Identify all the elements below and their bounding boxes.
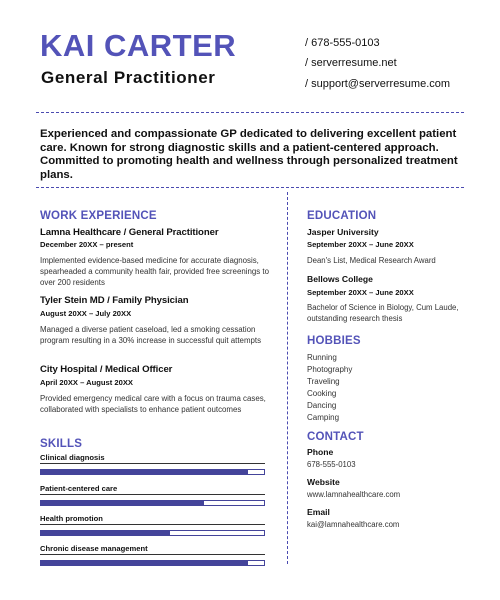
job-dates-3: April 20XX – August 20XX xyxy=(40,378,133,387)
education-school-1: Jasper University xyxy=(307,227,379,237)
skill-underline-4 xyxy=(40,554,265,555)
skill-bar-4 xyxy=(40,560,265,566)
education-detail-2: Bachelor of Science in Biology, Cum Laude, outstanding research thesis xyxy=(307,303,459,323)
skill-bar-1 xyxy=(40,469,265,475)
hobbies-heading: HOBBIES xyxy=(307,335,361,347)
job-description-3: Provided emergency medical care with a focus on trauma cases, collaborated with specialists to enhance patient outcomes xyxy=(40,394,266,414)
hobby-item-2: Photography xyxy=(307,365,353,374)
contact-phone-label: Phone xyxy=(307,447,334,457)
skill-bar-fill-2 xyxy=(41,501,204,505)
work-experience-heading: WORK EXPERIENCE xyxy=(40,210,157,222)
contact-website[interactable]: www.lamnahealthcare.com xyxy=(307,490,401,499)
job-dates-2: August 20XX – July 20XX xyxy=(40,309,132,318)
skill-name-2: Patient-centered care xyxy=(40,484,118,493)
skill-bar-fill-3 xyxy=(41,531,170,535)
job-description-2: Managed a diverse patient caseload, led a smoking cessation program resulting in a 30% increase in successful quit attempts xyxy=(40,325,262,345)
contact-heading: CONTACT xyxy=(307,431,364,443)
skill-underline-3 xyxy=(40,524,265,525)
professional-summary: Experienced and compassionate GP dedicated to delivering excellent patient care. Known for strong diagnostic skills and a patient-centered approach. Committed to promoting health and wellness through personalized treatment plans. xyxy=(40,128,458,182)
contact-phone: 678-555-0103 xyxy=(307,460,356,469)
job-dates-1: December 20XX – present xyxy=(40,240,134,249)
header-divider xyxy=(36,112,464,113)
header-website[interactable]: / serverresume.net xyxy=(305,57,397,69)
skill-bar-fill-4 xyxy=(41,561,248,565)
skills-heading: SKILLS xyxy=(40,438,83,450)
job-title-1: Lamna Healthcare / General Practitioner xyxy=(40,227,219,238)
education-heading: EDUCATION xyxy=(307,210,377,222)
contact-email[interactable]: kai@lamnahealthcare.com xyxy=(307,520,400,529)
education-school-2: Bellows College xyxy=(307,274,373,284)
hobby-item-5: Dancing xyxy=(307,401,337,410)
hobby-item-4: Cooking xyxy=(307,389,337,398)
job-title-2: Tyler Stein MD / Family Physician xyxy=(40,295,189,306)
column-divider xyxy=(287,192,288,564)
contact-email-label: Email xyxy=(307,507,330,517)
skill-bar-2 xyxy=(40,500,265,506)
job-description-1: Implemented evidence-based medicine for accurate diagnosis, spearheaded a community health fair, provided free screenings to over 200 residents xyxy=(40,256,269,287)
education-dates-2: September 20XX – June 20XX xyxy=(307,288,414,297)
skill-name-4: Chronic disease management xyxy=(40,544,148,553)
education-dates-1: September 20XX – June 20XX xyxy=(307,240,414,249)
summary-divider xyxy=(36,187,464,188)
contact-website-label: Website xyxy=(307,477,340,487)
candidate-name: KAI CARTER xyxy=(40,28,237,63)
job-title-heading: General Practitioner xyxy=(41,68,216,87)
job-title-3: City Hospital / Medical Officer xyxy=(40,364,173,375)
skill-bar-3 xyxy=(40,530,265,536)
hobby-item-3: Traveling xyxy=(307,377,340,386)
education-detail-1: Dean's List, Medical Research Award xyxy=(307,256,436,265)
skill-bar-fill-1 xyxy=(41,470,248,474)
header-email[interactable]: / support@serverresume.com xyxy=(305,78,451,90)
skill-underline-1 xyxy=(40,463,265,464)
skill-underline-2 xyxy=(40,494,265,495)
hobby-item-6: Camping xyxy=(307,413,340,422)
skill-name-1: Clinical diagnosis xyxy=(40,453,105,462)
hobby-item-1: Running xyxy=(307,353,337,362)
header-phone: / 678-555-0103 xyxy=(305,37,380,49)
skill-name-3: Health promotion xyxy=(40,514,103,523)
